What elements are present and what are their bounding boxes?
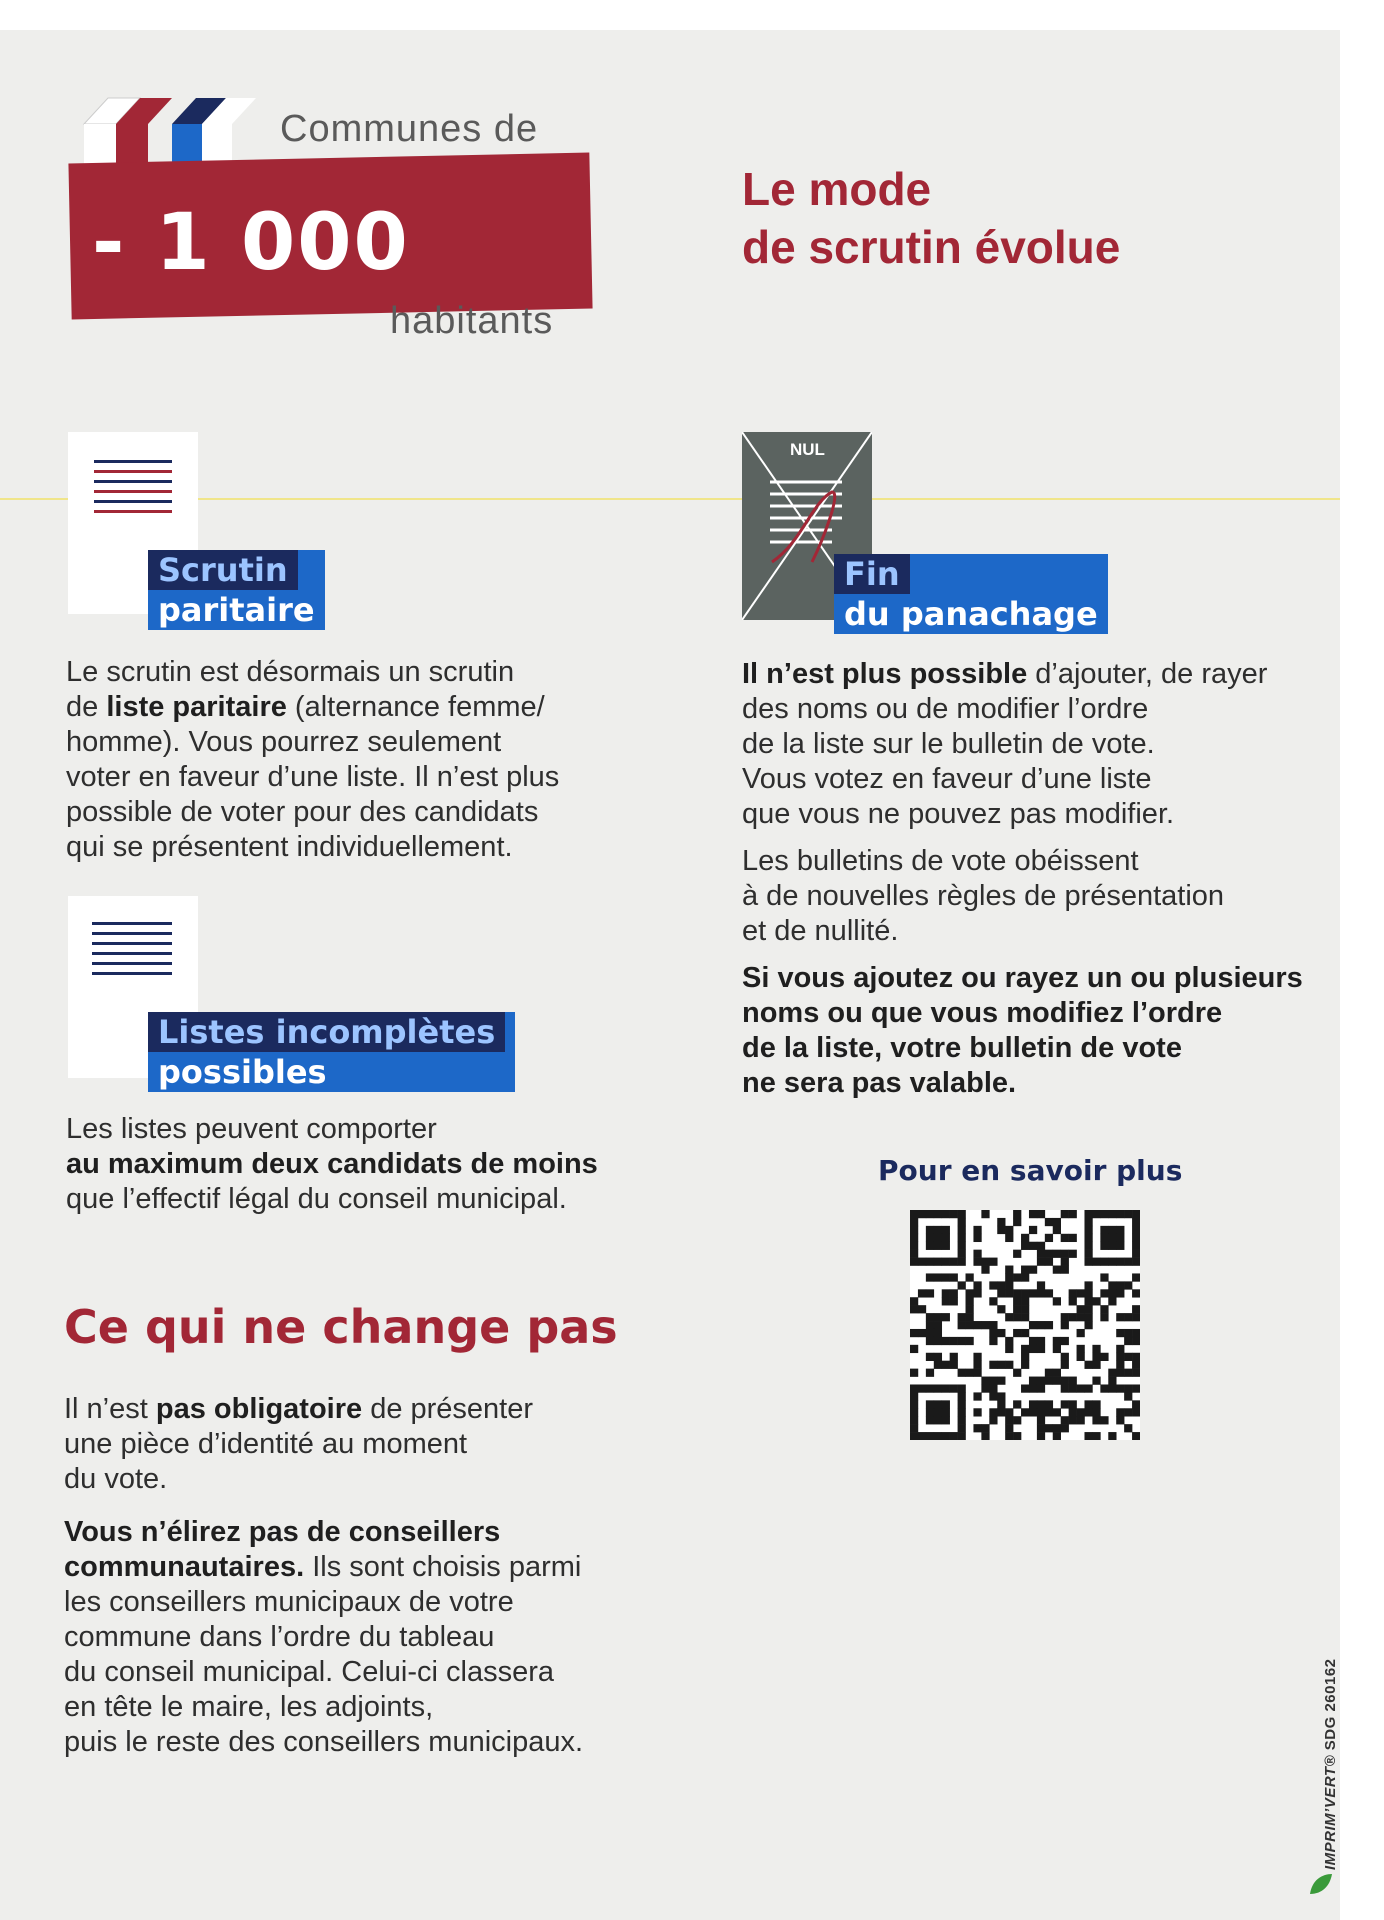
unchanged-title: Ce qui ne change pas	[64, 1300, 618, 1354]
qr-code-graphic	[910, 1210, 1140, 1440]
nul-label: NUL	[790, 440, 825, 459]
leaf-icon	[1308, 1872, 1334, 1896]
population-number: - 1 000	[92, 198, 410, 288]
fold-line	[0, 498, 1340, 500]
communes-label: Communes de	[280, 108, 539, 150]
tag-fin-panachage: Fin du panachage	[834, 554, 1108, 634]
imprint-label: IMPRIM’VERT® SDG 260162	[1322, 1658, 1339, 1870]
panachage-text: Il n’est plus possible d’ajouter, de rayer des noms ou de modifier l’ordre de la liste sur le bulletin de vote. Vous votez en faveur d’une liste que vous ne pouvez pas modifier. Les bulletins de vote obéissent à de nouvelles règles de présentation et de nullité. Si vous ajoutez ou rayez un ou plusieurs noms ou que vous modifiez l’ordre de la liste, votre bulletin de vote ne sera pas valable.	[742, 658, 1303, 1099]
more-info-label: Pour en savoir plus	[878, 1154, 1183, 1187]
tag-scrutin-paritaire: Scrutin paritaire	[148, 550, 325, 630]
unchanged-text: Il n’est pas obligatoire de présenter une pièce d’identité au moment du vote. Vous n’élirez pas de conseillers communautaires. Ils sont choisis parmi les conseillers municipaux de votre commune dans l’ordre du tableau du conseil municipal. Celui-ci classera en tête le maire, les adjoints, puis le reste des conseillers municipaux.	[64, 1393, 584, 1758]
listes-text: Les listes peuvent comporter au maximum deux candidats de moins que l’effectif légal du conseil municipal.	[66, 1113, 598, 1215]
paritaire-text: Le scrutin est désormais un scrutin de liste paritaire (alternance femme/ homme). Vous pourrez seulement voter en faveur d’une liste. Il n’est plus possible de voter pour des candidats qui se présentent individuellement.	[66, 656, 560, 863]
tag-listes-incompletes: Listes incomplètes possibles	[148, 1012, 515, 1092]
ballot-lines-icon	[94, 460, 172, 520]
ballot-lines-icon	[92, 922, 172, 982]
page-title: Le mode de scrutin évolue	[742, 163, 1121, 273]
habitants-label: habitants	[390, 300, 554, 342]
qr-code[interactable]	[910, 1210, 1140, 1440]
